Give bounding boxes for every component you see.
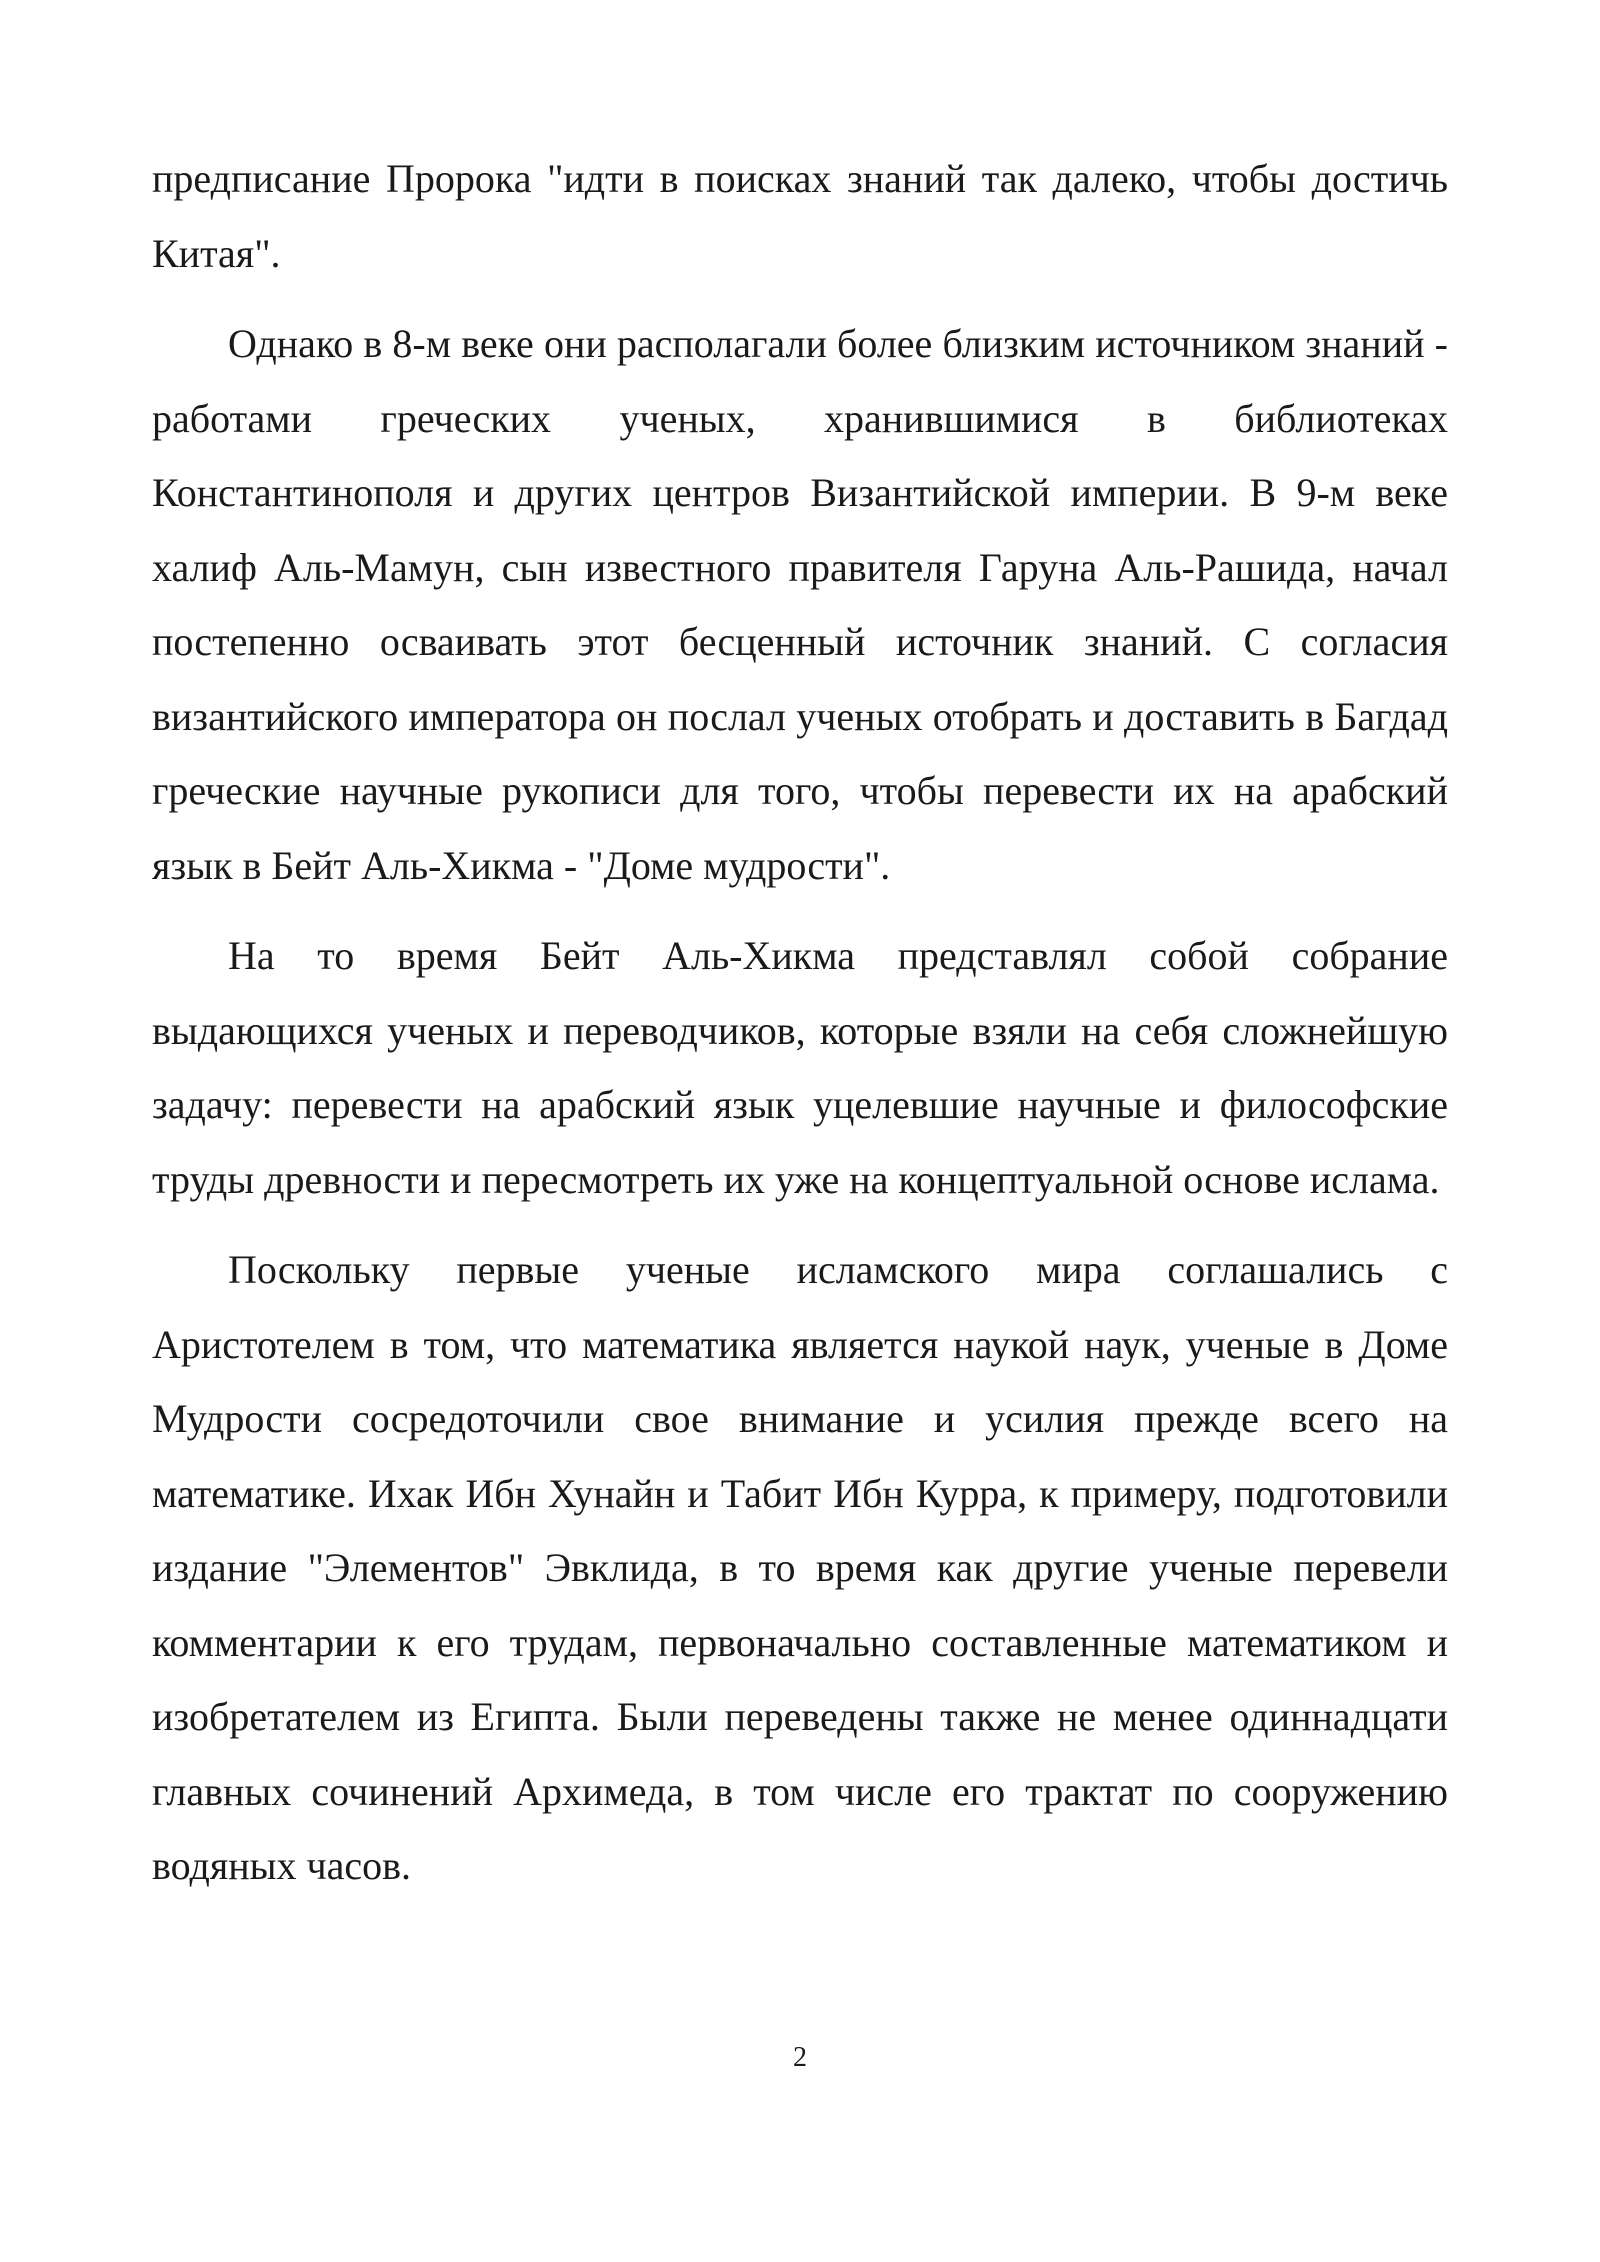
paragraph-house-of-wisdom: На то время Бейт Аль-Хикма представлял собой собрание выдающихся ученых и переводчиков, которые взяли на себя сложнейшую задачу: перевести на арабский язык уцелевшие научные и философские труды древности и пересмотреть их уже на концептуальной основе ислама. (152, 933, 1448, 1202)
page-body (152, 142, 1448, 1920)
page-number: 2 (793, 2042, 807, 2073)
paragraph-continuation: предписание Пророка "идти в поисках знаний так далеко, чтобы достичь Китая". (152, 156, 1448, 276)
paragraph-mathematics: Поскольку первые ученые исламского мира соглашались с Аристотелем в том, что математика является наукой наук, ученые в Доме Мудрости сосредоточили свое внимание и усилия прежде всего на математике. Ихак Ибн Хунайн и Табит Ибн Курра, к примеру, подготовили издание "Элементов" Эвклида, в то время как другие ученые перевели комментарии к его трудам, первоначально составленные математиком и изобретателем из Египта. Были переведены также не менее одиннадцати главных сочинений Архимеда, в том числе его трактат по сооружению водяных часов. (152, 1247, 1448, 1888)
paragraph-greek-sources: Однако в 8-м веке они располагали более близким источником знаний - работами греческих ученых, хранившимися в библиотеках Константинополя и других центров Византийской империи. В 9-м веке халиф Аль-Мамун, сын известного правителя Гаруна Аль-Рашида, начал постепенно осваивать этот бесценный источник знаний. С согласия византийского императора он послал ученых отобрать и доставить в Багдад греческие научные рукописи для того, чтобы перевести их на арабский язык в Бейт Аль-Хикма - "Доме мудрости". (152, 321, 1448, 888)
